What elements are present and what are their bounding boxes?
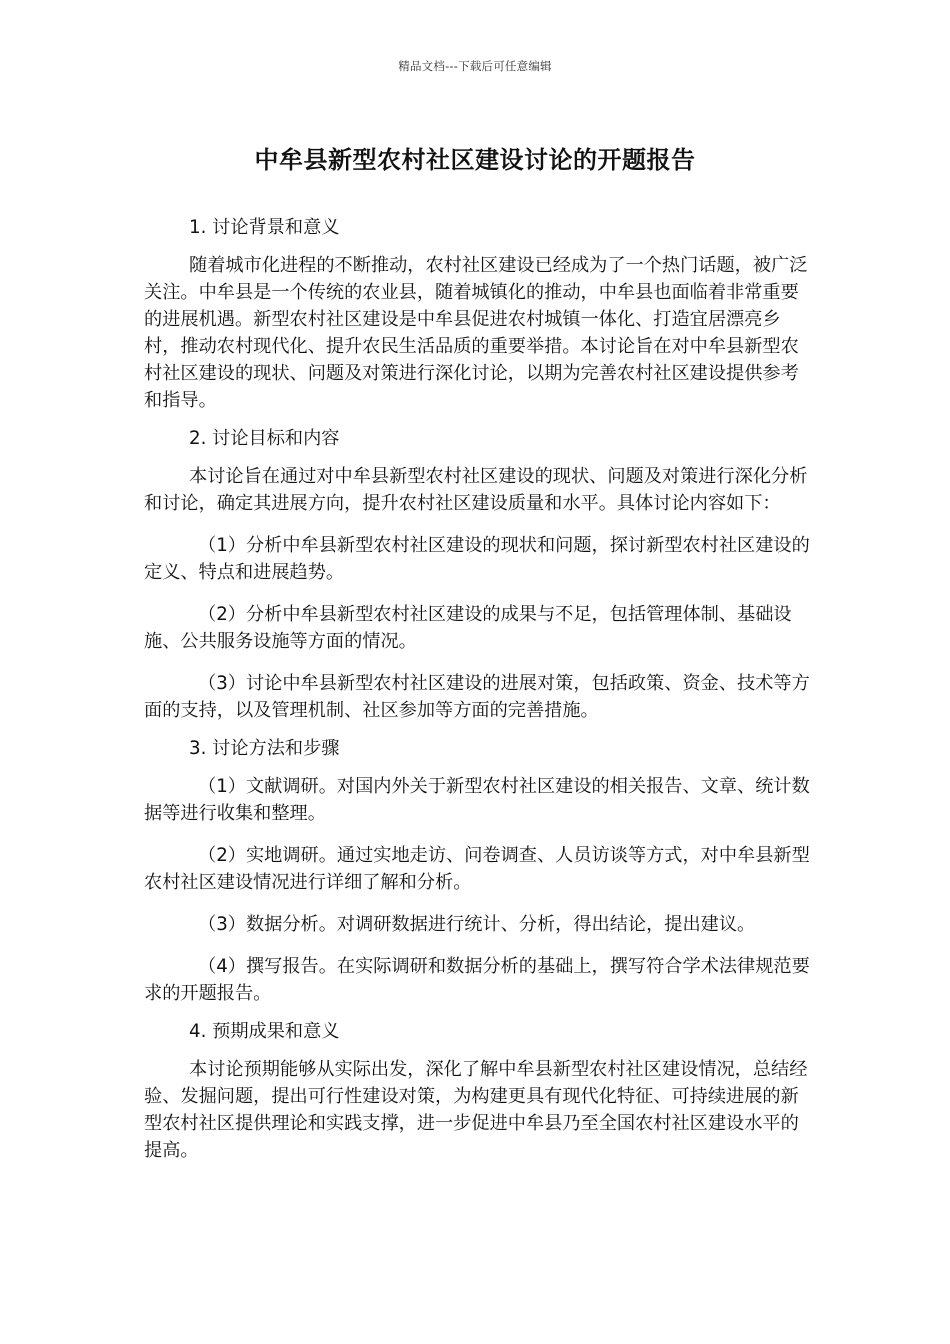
- section-heading-3: 3. 讨论方法和步骤: [189, 738, 340, 759]
- section-2-item-1: （1）分析中牟县新型农村社区建设的现状和问题，探讨新型农村社区建设的定义、特点和进展趋势。: [144, 535, 810, 583]
- section-heading-4: 4. 预期成果和意义: [189, 1021, 340, 1042]
- header-note: 精品文档---下载后可任意编辑: [398, 59, 552, 73]
- section-4-paragraph: 本讨论预期能够从实际出发，深化了解中牟县新型农村社区建设情况，总结经验、发掘问题，提出可行性建设对策，为构建更具有现代化特征、可持续进展的新型农村社区提供理论和实践支撑，进一步促进中牟县乃至全国农村社区建设水平的提高。: [144, 1059, 808, 1161]
- section-3-item-1: （1）文献调研。对国内外关于新型农村社区建设的相关报告、文章、统计数据等进行收集和整理。: [144, 776, 810, 824]
- document-body: [144, 214, 814, 1175]
- section-2-item-2: （2）分析中牟县新型农村社区建设的成果与不足，包括管理体制、基础设施、公共服务设施等方面的情况。: [144, 604, 792, 652]
- section-heading-1: 1. 讨论背景和意义: [189, 217, 340, 238]
- section-heading-2: 2. 讨论目标和内容: [189, 428, 340, 449]
- section-3-item-2: （2）实地调研。通过实地走访、问卷调查、人员访谈等方式，对中牟县新型农村社区建设情况进行详细了解和分析。: [144, 845, 810, 893]
- section-1-paragraph: 随着城市化进程的不断推动，农村社区建设已经成为了一个热门话题，被广泛关注。中牟县是一个传统的农业县，随着城镇化的推动，中牟县也面临着非常重要的进展机遇。新型农村社区建设是中牟县促进农村城镇一体化、打造宜居漂亮乡村，推动农村现代化、提升农民生活品质的重要举措。本讨论旨在对中牟县新型农村社区建设的现状、问题及对策进行深化讨论，以期为完善农村社区建设提供参考和指导。: [144, 255, 808, 411]
- document-title: 中牟县新型农村社区建设讨论的开题报告: [254, 146, 696, 174]
- section-2-item-3: （3）讨论中牟县新型农村社区建设的进展对策，包括政策、资金、技术等方面的支持，以及管理机制、社区参加等方面的完善措施。: [144, 673, 810, 721]
- section-2-paragraph: 本讨论旨在通过对中牟县新型农村社区建设的现状、问题及对策进行深化分析和讨论，确定其进展方向，提升农村社区建设质量和水平。具体讨论内容如下：: [144, 466, 808, 514]
- section-3-item-3: （3）数据分析。对调研数据进行统计、分析，得出结论，提出建议。: [198, 914, 756, 935]
- section-3-item-4: （4）撰写报告。在实际调研和数据分析的基础上，撰写符合学术法律规范要求的开题报告。: [144, 956, 810, 1004]
